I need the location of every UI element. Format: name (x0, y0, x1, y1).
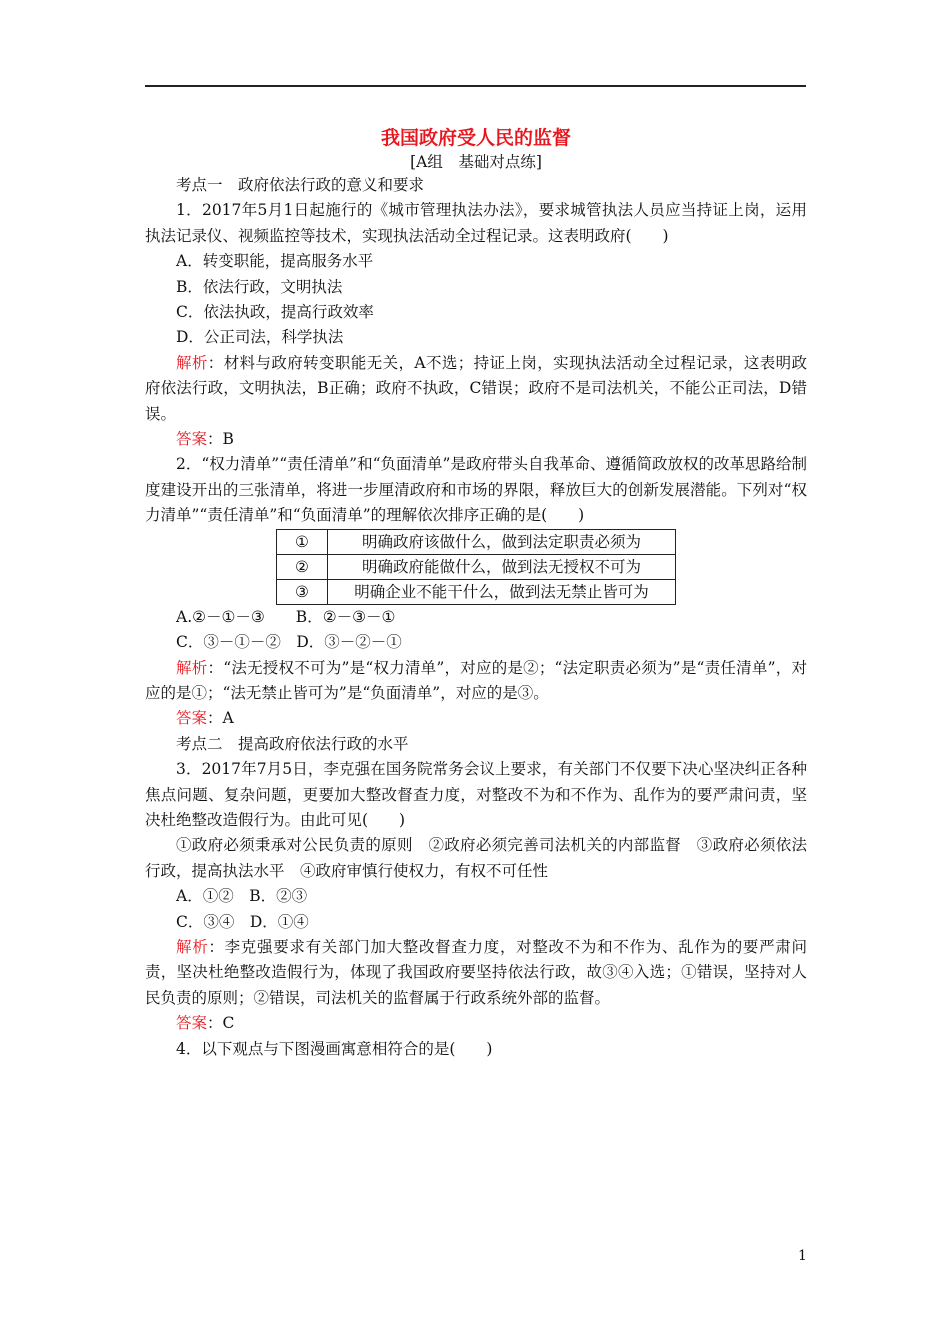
question-2-options-cd: C．③－①－② D．③－②－① (176, 633, 402, 652)
analysis-text: ：李克强要求有关部门加大整改督查力度，对整改不为和不作为、乱作为的要严肃问责，坚决杜绝整改造假行为，体现了我国政府要坚持依法行政，故③④入选；①错误，坚持对人民负责的原则；②错误，司法机关的监督属于行政系统外部的监督。 (145, 937, 807, 1007)
question-1-analysis (145, 351, 807, 427)
question-3-analysis (145, 935, 807, 1011)
list-table (276, 529, 676, 605)
question-1-stem: 1．2017年5月1日起施行的《城市管理执法办法》，要求城管执法人员应当持证上岗，运用执法记录仪、视频监控等技术，实现执法活动全过程记录。这表明政府( ) (145, 201, 807, 245)
question-2-analysis (145, 656, 807, 707)
question-2-answer (145, 706, 807, 731)
section-heading-2: 考点二 提高政府依法行政的水平 (176, 734, 409, 753)
question-1-answer (145, 427, 807, 452)
table-row (277, 554, 676, 579)
row-number: ② (277, 554, 328, 579)
question-1-option-d: D．公正司法，科学执法 (176, 328, 344, 347)
row-number: ① (277, 529, 328, 554)
answer-label: 答案 (176, 430, 208, 449)
question-1-option-a: A．转变职能，提高服务水平 (176, 252, 374, 271)
question-2-stem: 2．“权力清单”“责任清单”和“负面清单”是政府带头自我革命、遵循简政放权的改革思路给制度建设开出的三张清单，将进一步厘清政府和市场的界限，释放巨大的创新发展潜能。下列对“权力清单”“责任清单”和“负面清单”的理解依次排序正确的是( ) (145, 455, 807, 525)
question-3-answer (145, 1011, 807, 1036)
question-1-option-b: B．依法行政，文明执法 (176, 277, 343, 296)
question-3-stem: 3．2017年7月5日，李克强在国务院常务会议上要求，有关部门不仅要下决心坚决纠正各种焦点问题、复杂问题，更要加大整改督查力度，对整改不为和不作为、乱作为的要严肃问责，坚决杜绝整改造假行为。由此可见( ) (145, 760, 807, 829)
question-1-option-c: C．依法执政，提高行政效率 (176, 303, 374, 322)
section-heading-1: 考点一 政府依法行政的意义和要求 (176, 176, 425, 194)
page-title: 我国政府受人民的监督 (380, 127, 571, 149)
answer-label: 答案 (176, 709, 208, 728)
row-text: 明确政府该做什么，做到法定职责必须为 (328, 529, 676, 554)
question-4-stem: 4．以下观点与下图漫画寓意相符合的是( ) (176, 1039, 493, 1058)
analysis-label: 解析 (176, 353, 208, 372)
question-2-options-ab: A.②－①－③ B．②－③－① (176, 607, 396, 626)
group-subtitle: [A组 基础对点练] (410, 153, 542, 171)
analysis-label: 解析 (176, 658, 208, 677)
question-3-statements: ①政府必须秉承对公民负责的原则 ②政府必须完善司法机关的内部监督 ③政府必须依法行政，提高执法水平 ④政府审慎行使权力，有权不可任性 (145, 836, 807, 880)
answer-label: 答案 (176, 1014, 208, 1033)
answer-text: ：C (207, 1014, 235, 1033)
question-3-options-cd: C．③④ D．①④ (176, 912, 309, 931)
document-body (145, 124, 807, 1062)
answer-text: ：A (207, 709, 234, 728)
table-row (277, 529, 676, 554)
analysis-text: ：材料与政府转变职能无关，A不选；持证上岗，实现执法活动全过程记录，这表明政府依法行政，文明执法，B正确；政府不执政，C错误；政府不是司法机关，不能公正司法，D错误。 (145, 353, 807, 423)
header-rule (145, 85, 806, 87)
row-text: 明确政府能做什么，做到法无授权不可为 (328, 554, 676, 579)
answer-text: ：B (207, 430, 234, 449)
row-text: 明确企业不能干什么，做到法无禁止皆可为 (328, 579, 676, 604)
question-3-options-ab: A．①② B．②③ (176, 887, 308, 906)
row-number: ③ (277, 579, 328, 604)
analysis-text: ：“法无授权不可为”是“权力清单”，对应的是②；“法定职责必须为”是“责任清单”，对应的是①；“法无禁止皆可为”是“负面清单”，对应的是③。 (145, 658, 807, 702)
page-number: 1 (798, 1248, 807, 1264)
table-row (277, 579, 676, 604)
analysis-label: 解析 (176, 937, 209, 956)
